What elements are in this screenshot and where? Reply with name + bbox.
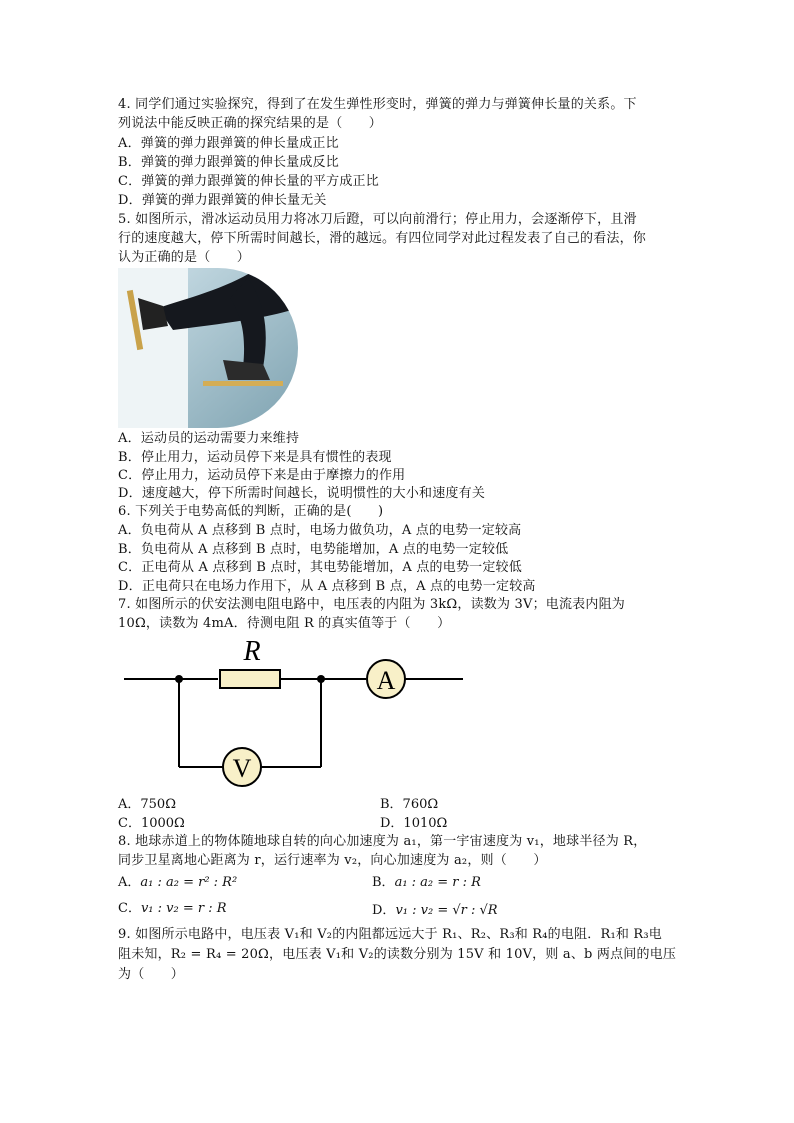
q6-option-c: C．正电荷从 A 点移到 B 点时，其电势能增加，A 点的电势一定较低 xyxy=(118,560,522,575)
q8-option-d xyxy=(372,902,498,920)
q5-option-c: C．停止用力，运动员停下来是由于摩擦力的作用 xyxy=(118,468,406,483)
q8-stem-line1: 8. 地球赤道上的物体随地球自转的向心加速度为 a₁，第一宇宙速度为 v₁，地球半径为 R， xyxy=(118,834,647,849)
circuit-diagram xyxy=(118,630,468,790)
q8-option-d-formula: v₁ : v₂ = √r : √R xyxy=(395,903,498,918)
q6-option-b: B．负电荷从 A 点移到 B 点时，电势能增加，A 点的电势一定较低 xyxy=(118,542,509,557)
q8-option-b-formula: a₁ : a₂ = r : R xyxy=(394,875,481,890)
q7-option-d: D．1010Ω xyxy=(380,816,448,831)
q6-option-d: D．正电荷只在电场力作用下，从 A 点移到 B 点，A 点的电势一定较高 xyxy=(118,579,536,594)
q5-option-a: A．运动员的运动需要力来维持 xyxy=(118,431,300,446)
q8-option-a-formula: a₁ : a₂ = r² : R² xyxy=(140,875,238,890)
q4-stem-line2: 列说法中能反映正确的探究结果的是（ ） xyxy=(118,116,383,131)
q5-stem-line2: 行的速度越大，停下所需时间越长，滑的越远。有四位同学对此过程发表了自己的看法，你 xyxy=(118,231,647,246)
q9-stem-line2: 阻未知，R₂ = R₄ = 20Ω，电压表 V₁和 V₂的读数分别为 15V 和 10V，则 a、b 两点间的电压 xyxy=(118,947,677,962)
q4-option-c: C．弹簧的弹力跟弹簧的伸长量的平方成正比 xyxy=(118,174,379,189)
q5-option-b: B．停止用力，运动员停下来是具有惯性的表现 xyxy=(118,450,392,465)
q8-stem-line2: 同步卫星离地心距离为 r，运行速率为 v₂，向心加速度为 a₂，则（ ） xyxy=(118,853,547,868)
q6-option-a: A．负电荷从 A 点移到 B 点时，电场力做负功，A 点的电势一定较高 xyxy=(118,523,522,538)
q7-stem-line2: 10Ω，读数为 4mA．待测电阻 R 的真实值等于（ ） xyxy=(118,616,451,631)
circuit-ammeter-label: A xyxy=(376,666,396,695)
q7-option-b: B．760Ω xyxy=(380,797,439,812)
q7-option-a: A．750Ω xyxy=(118,797,176,812)
q7-stem-line1: 7. 如图所示的伏安法测电阻电路中，电压表的内阻为 3kΩ，读数为 3V；电流表内阻为 xyxy=(118,597,625,612)
skater-photo xyxy=(118,268,298,428)
q9-stem-line3: 为（ ） xyxy=(118,967,185,982)
q8-option-b-label: B． xyxy=(372,875,395,890)
q4-option-b: B．弹簧的弹力跟弹簧的伸长量成反比 xyxy=(118,155,339,170)
q5-stem-line3: 认为正确的是（ ） xyxy=(118,250,251,265)
q5-option-d: D．速度越大，停下所需时间越长，说明惯性的大小和速度有关 xyxy=(118,486,486,501)
q8-option-a xyxy=(118,874,237,892)
q9-stem-line1: 9. 如图所示电路中，电压表 V₁和 V₂的内阻都远远大于 R₁、R₂、R₃和 R₄的电阻．R₁和 R₃电 xyxy=(118,927,662,942)
q8-option-c-label: C． xyxy=(118,901,141,916)
q4-stem-line1: 4. 同学们通过实验探究，得到了在发生弹性形变时，弹簧的弹力与弹簧伸长量的关系。下 xyxy=(118,97,637,112)
q5-stem-line1: 5. 如图所示，滑冰运动员用力将冰刀后蹬，可以向前滑行；停止用力，会逐渐停下，且滑 xyxy=(118,212,637,227)
q8-option-b xyxy=(372,874,481,892)
q8-option-c xyxy=(118,900,227,918)
q8-option-a-label: A． xyxy=(118,875,141,890)
q8-option-c-formula: v₁ : v₂ = r : R xyxy=(140,901,227,916)
q4-option-a: A．弹簧的弹力跟弹簧的伸长量成正比 xyxy=(118,136,339,151)
circuit-voltmeter-label: V xyxy=(232,754,252,783)
q6-stem: 6. 下列关于电势高低的判断，正确的是( ) xyxy=(118,504,384,519)
circuit-resistor-label: R xyxy=(243,636,261,667)
q4-option-d: D．弹簧的弹力跟弹簧的伸长量无关 xyxy=(118,193,327,208)
q7-option-c: C．1000Ω xyxy=(118,816,185,831)
q8-option-d-label: D． xyxy=(372,903,396,918)
